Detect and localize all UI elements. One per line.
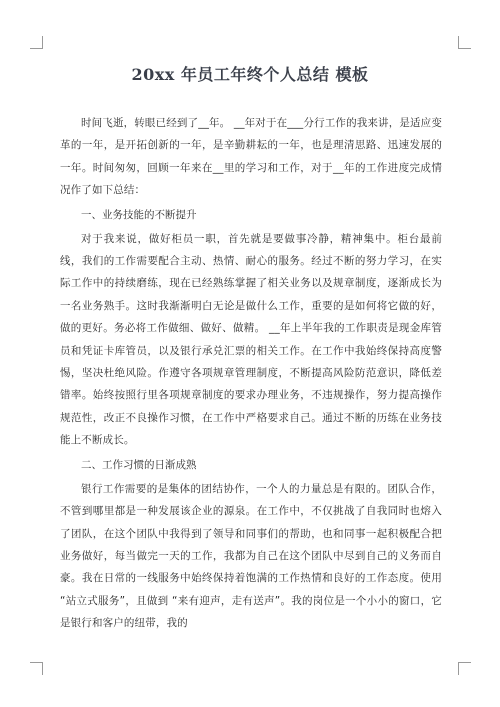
crop-mark-bottom-right — [458, 662, 471, 675]
crop-mark-top-right — [458, 36, 471, 49]
section-heading-2: 二、工作习惯的日渐成熟 — [81, 458, 197, 471]
crop-mark-bottom-left — [30, 662, 43, 675]
document-body — [60, 112, 442, 635]
section-1-paragraph: 对于我来说，做好柜员一职，首先就是要做事冷静，精神集中。柜台最前线，我们的工作需要配合主动、热情、耐心的服务。经过不断的努力学习，在实际工作中的持续磨练，现在已经熟练掌握了相关业务以及规章制度，逐渐成长为一名业务熟手。这时我渐渐明白无论是做什么工作，重要的是如何将它做的好，做的更好。务必将工作做细、做好、做精。 __年上半年我的工作职责是现金库管员和凭证卡库管员，以及银行承兑汇票的相关工作。在工作中我始终保持高度警惕，坚决杜绝风险。作遵守各项规章管理制度，不断提高风险防范意识，降低差错率。始终按照行里各项规章制度的要求办理业务，不违规操作，努力提高操作规范性，改正不良操作习惯，在工作中严格要求自己。通过不断的历练在业务技能上不断成长。 — [60, 232, 442, 447]
crop-mark-top-left — [30, 36, 43, 49]
document-title: 20xx 年员工年终个人总结 模板 — [131, 65, 369, 84]
section-2-paragraph: 银行工作需要的是集体的团结协作，一个人的力量总是有限的。团队合作，不管到哪里都是一种发展该企业的源泉。在工作中，不仅挑战了自我同时也熔入了团队，在这个团队中我得到了领导和同事们的帮助，也和同事一起积极配合把业务做好，每当做完一天的工作，我都为自己在这个团队中尽到自己的义务而自豪。我在日常的一线服务中始终保持着饱满的工作热情和良好的工作态度。使用 “站立式服务”，且做到 “来有迎声，走有送声”。我的岗位是一个小小的窗口，它是银行和客户的纽带，我的 — [60, 482, 442, 630]
section-heading-1: 一、业务技能的不断提升 — [81, 208, 197, 221]
intro-paragraph: 时间飞逝，转眼已经到了__年。 __年对于在___分行工作的我来讲，是适应变革的一年，是开拓创新的一年，是辛勤耕耘的一年，也是理清思路、迅速发展的一年。时间匆匆，回顾一年来在__里的学习和工作，对于__年的工作进度完成情况作了如下总结： — [60, 117, 442, 197]
